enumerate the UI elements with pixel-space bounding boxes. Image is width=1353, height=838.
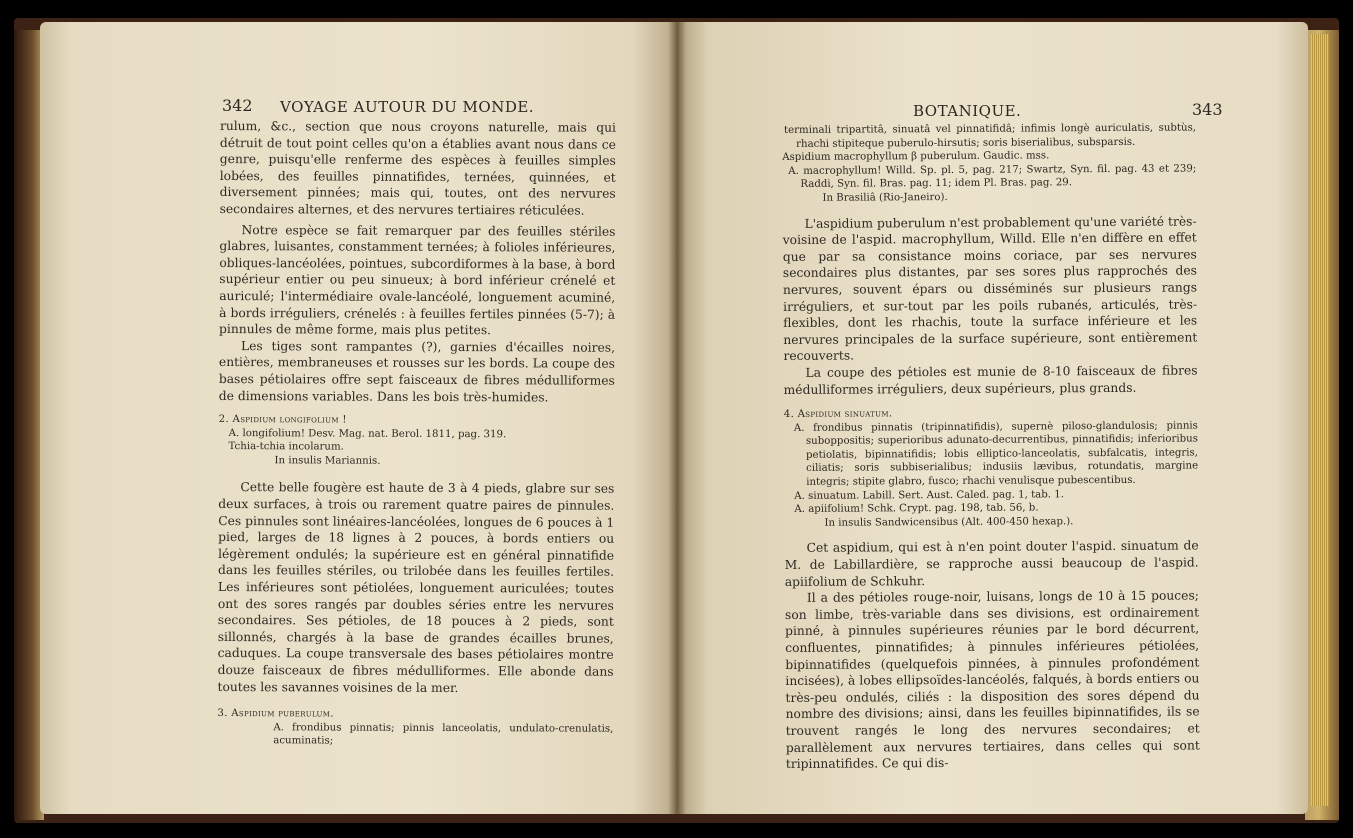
- latin-line: A. macrophyllum! Willd. Sp. pl. 5, pag. 217; Swartz, Syn. fil. pag. 43 et 239; Raddi, Syn. fil. Bras. pag. 11; idem Pl. Bras. pag. 29.: [788, 163, 1197, 191]
- entry-heading: 3. Aspidium puberulum.: [217, 708, 334, 720]
- paragraph: Il a des pétioles rouge-noir, luisans, longs de 10 à 15 pouces; son limbe, très-variable dans ses divisions, est ordinairement pinné, à pinnules supérieures réunies par le bord décurrent, confluentes, pinnatifides; à pinnules inférieures pétiolées, bipinnatifides (quelquefois pinnées, à pinnules profondément incisées), à lobes ellipsoïdes-lancéolés, falqués, à bords entiers ou très-peu ondulés, ciliés : la disposition des sores dépend du nombre des divisions; ainsi, dans les feuilles bipinnatifides, ils se trouvent rangés le long des nervures secondaires; et parallèlement aux nervures tertiaires, dans celles qui sont tripinnatifides. Ce qui dis-: [784, 588, 1200, 772]
- entry-line: A. frondibus pinnatis; pinnis lanceolatis, undulato-crenulatis, acuminatis;: [273, 722, 614, 747]
- right-page: [676, 22, 1308, 814]
- book-gutter: [668, 22, 686, 814]
- latin-line: Aspidium macrophyllum β puberulum. Gaudic. mss.: [782, 150, 1050, 164]
- right-text-column: [782, 121, 1200, 772]
- paragraph: Cette belle fougère est haute de 3 à 4 pieds, glabre sur ses deux surfaces, à trois ou rarement quatre paires de pinnules. Ces pinnules sont linéaires-lancéolées, longues de 6 pouces à 1 pied, larges de 18 lignes à 2 pouces, à bords entiers ou légèrement ondulés; la supérieure est en général pinnatifide dans les feuilles stériles, ou trilobée dans les feuilles fertiles. Les inférieures sont pétiolées, longuement auriculées; toutes ont des sores rangés par doubles séries entre les nervures secondaires. Ses pétioles, de 18 pouces à 2 pieds, sont sillonnés, chargés à la base de grandes écailles brunes, caduques. La coupe transversale des bases pétiolaires montre douze faisceaux de fibres médulliformes. Elle abonde dans toutes les savannes voisines de la mer.: [217, 480, 615, 695]
- entry-heading: 2. Aspidium longifolium !: [218, 414, 347, 426]
- gilt-page-edge: [1311, 34, 1329, 806]
- left-text-column: [217, 118, 616, 750]
- paragraph: Les tiges sont rampantes (?), garnies d'écailles noires, entières, membraneuses et rousses sur les bords. La coupe des bases pétiolaires offre sept faisceaux de fibres médulliformes de dimensions variables. Dans les bois très-humides.: [218, 338, 616, 404]
- entry-line: A. frondibus pinnatis (tripinnatifidis), supernè piloso-glandulosis; pinnis suboppositis; superioribus adunato-decurrentibus, pinnatifidis; inferioribus petiolatis, bipinnatifidis; lobis elliptico-lanceolatis, subfalcatis, integris, ciliatis; soris subbiserialibus; indusiis lævibus, rotundatis, margine integris; stipite glabro, fusco; rhachi venulisque pubescentibus.: [793, 420, 1199, 488]
- entry-line: A. apiifolium! Schk. Crypt. pag. 198, tab. 56, b.: [794, 502, 1039, 516]
- page-number-left: 342: [222, 96, 253, 115]
- entry-locality: In Brasiliâ (Rio-Janeiro).: [822, 191, 948, 204]
- paragraph: L'aspidium puberulum n'est probablement qu'une variété très-voisine de l'aspid. macrophyllum, Willd. Elle n'en diffère en effet que par sa consistance moins coriace, par ses nervures secondaires plus distantes, par ses sores plus rapprochés des nervures, souvent épars ou disséminés sur plusieurs rangs irréguliers, et sur-tout par les poils rubanés, articulés, très-flexibles, dont les rhachis, toute la surface inférieure et les nervures principales de la surface supérieure, sont entièrement recouverts.: [782, 214, 1198, 364]
- entry-locality: In insulis Mariannis.: [274, 455, 381, 467]
- paragraph: Notre espèce se fait remarquer par des feuilles stériles glabres, luisantes, constamment ternées; à folioles inférieures, obliques-lancéolées, pointues, subcordiformes à la base, à bord supérieur entier ou peu sinueux; à bord inférieur crénelé et auriculé; l'intermédiaire ovale-lancéolé, longuement acuminé, à bords irréguliers, crénelés : à feuilles fertiles pinnées (5-7); à pinnules de même forme, mais plus petites.: [219, 222, 616, 338]
- entry-line: Tchia-tchia incolarum.: [228, 441, 344, 453]
- entry-line: A. sinuatum. Labill. Sert. Aust. Caled. pag. 1, tab. 1.: [794, 488, 1064, 502]
- entry-heading: 4. Aspidium sinuatum.: [783, 408, 893, 421]
- entry-locality: In insulis Sandwicensibus (Alt. 400-450 hexap.).: [824, 516, 1074, 529]
- left-page: [40, 22, 676, 814]
- running-head-right: BOTANIQUE.: [913, 102, 1022, 120]
- running-head-left: VOYAGE AUTOUR DU MONDE.: [280, 98, 535, 116]
- paragraph: rulum, &c., section que nous croyons naturelle, mais qui détruit de tout point celles qu'on a établies avant nous dans ce genre, puisqu'elle renferme des espèces à feuilles simples lobées, des feuilles pinnatifides, ternées, quinnées, et diversement pinnées; mais qui, toutes, ont des nervures secondaires alternes, et des nervures tertiaires réticulées.: [219, 118, 616, 218]
- entry-line: A. longifolium! Desv. Mag. nat. Berol. 1811, pag. 319.: [228, 427, 507, 440]
- paragraph: La coupe des pétioles est munie de 8-10 faisceaux de fibres médulliformes irréguliers, deux supérieurs, plus grands.: [783, 363, 1198, 397]
- latin-line: terminali tripartitâ, sinuatâ vel pinnatifidâ; infimis longè auriculatis, subtùs, rhachi stipiteque puberulo-hirsutis; soris biserialibus, subsparsis.: [784, 122, 1197, 150]
- paragraph: Cet aspidium, qui est à n'en point douter l'aspid. sinuatum de M. de Labillardière, se rapproche aussi beaucoup de l'aspid. apiifolium de Schkuhr.: [784, 538, 1199, 589]
- page-number-right: 343: [1192, 100, 1223, 119]
